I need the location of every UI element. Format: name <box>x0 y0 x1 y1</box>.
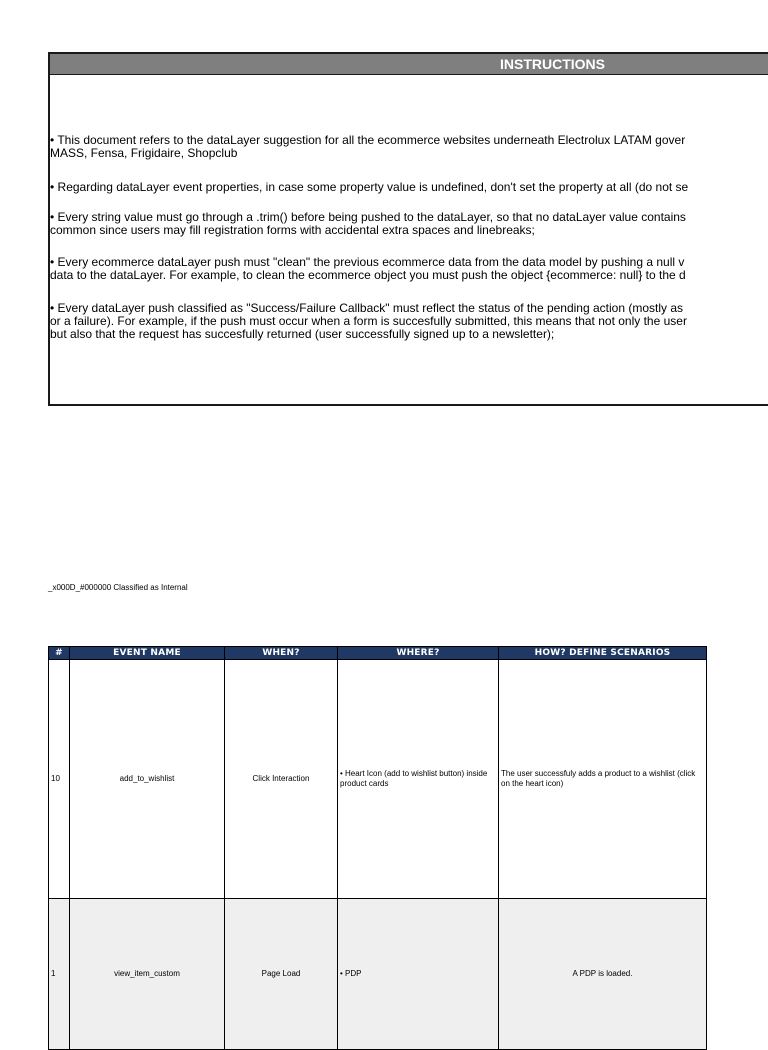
cell-event-name: add_to_wishlist <box>70 660 225 899</box>
paragraph-line: • Every ecommerce dataLayer push must "clean" the previous ecommerce data from the data model by pushing a null v <box>50 255 685 269</box>
table-row <box>49 899 707 1050</box>
instruction-paragraph-4 <box>50 256 768 282</box>
paragraph-line: • Every dataLayer push classified as "Success/Failure Callback" must reflect the status of the pending action (mostly as <box>50 301 684 315</box>
instruction-paragraph-3 <box>50 211 768 237</box>
paragraph-line: • Regarding dataLayer event properties, in case some property value is undefined, don't set the property at all (do not se <box>50 180 689 194</box>
cell-when: Click Interaction <box>225 660 338 899</box>
paragraph-line: • Every string value must go through a .trim() before being pushed to the dataLayer, so that no dataLayer value contains <box>50 210 686 224</box>
cell-how: The user successfuly adds a product to a wishlist (click on the heart icon) <box>499 660 707 899</box>
cell-when: Page Load <box>225 899 338 1050</box>
instructions-panel <box>48 52 768 406</box>
cell-number: 1 <box>49 899 70 1050</box>
instruction-paragraph-2 <box>50 181 768 194</box>
instruction-paragraph-5 <box>50 302 768 341</box>
table-header-row <box>49 647 707 660</box>
header-number: # <box>49 647 70 660</box>
table-row <box>49 660 707 899</box>
paragraph-line: • This document refers to the dataLayer suggestion for all the ecommerce websites underneath Electrolux LATAM gover <box>50 133 686 147</box>
header-where: WHERE? <box>338 647 499 660</box>
cell-event-name: view_item_custom <box>70 899 225 1050</box>
instruction-paragraph-1 <box>50 134 768 160</box>
events-table <box>48 646 707 1050</box>
cell-number: 10 <box>49 660 70 899</box>
header-event-name: EVENT NAME <box>70 647 225 660</box>
instructions-title: INSTRUCTIONS <box>500 56 605 72</box>
paragraph-line: data to the dataLayer. For example, to clean the ecommerce object you must push the object {ecommerce: null} to the d <box>50 268 686 282</box>
cell-where: • Heart Icon (add to wishlist button) inside product cards <box>338 660 499 899</box>
paragraph-line: MASS, Fensa, Frigidaire, Shopclub <box>50 146 238 160</box>
paragraph-line: or a failure). For example, if the push must occur when a form is succesfully submitted, this means that not only the user <box>50 314 687 328</box>
cell-where: • PDP <box>338 899 499 1050</box>
paragraph-line: common since users may fill registration forms with accidental extra spaces and linebreaks; <box>50 223 535 237</box>
cell-how: A PDP is loaded. <box>499 899 707 1050</box>
instructions-header <box>50 54 768 75</box>
header-when: WHEN? <box>225 647 338 660</box>
header-how: HOW? DEFINE SCENARIOS <box>499 647 707 660</box>
classification-label: _x000D_#000000 Classified as Internal <box>48 583 188 592</box>
paragraph-line: but also that the request has succesfully returned (user successfully signed up to a newsletter); <box>50 327 555 341</box>
